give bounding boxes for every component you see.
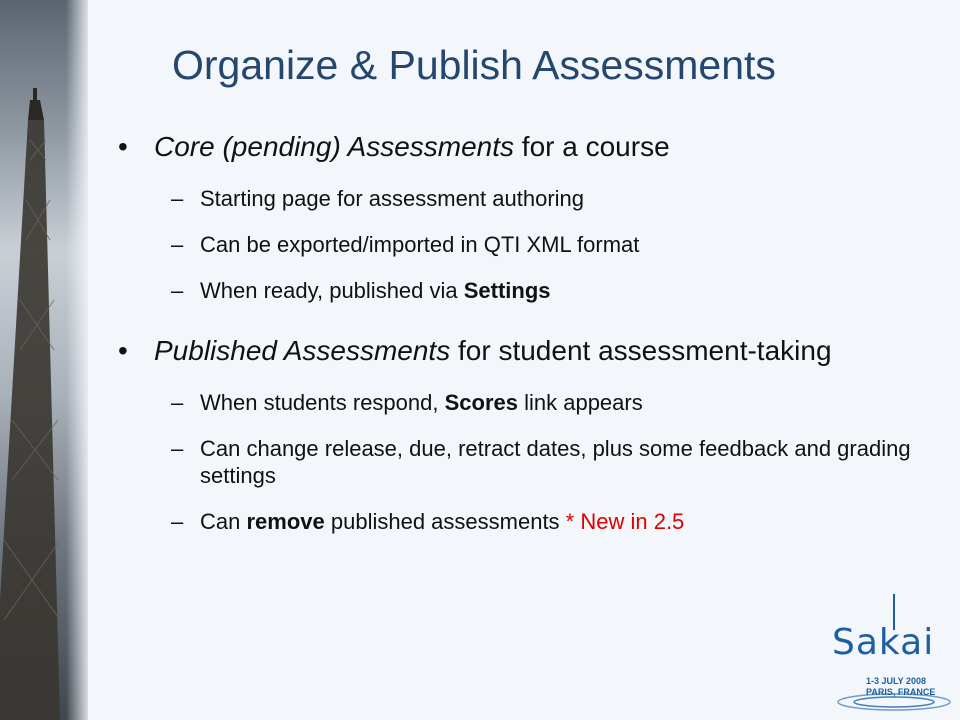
sakai-conference-logo: [832, 590, 952, 712]
subitem-bold: Scores: [444, 390, 518, 415]
conference-location: PARIS, FRANCE: [866, 687, 936, 697]
bullet-group-published: [118, 332, 918, 535]
conference-dates-line1: 1-3 JULY 2008: [866, 676, 927, 686]
slide-title: Organize & Publish Assessments: [172, 42, 776, 88]
sakai-wordmark: Sakai: [832, 622, 935, 663]
dash-marker: –: [171, 509, 184, 534]
subitem-starting-page: [118, 185, 918, 212]
slide-body: [118, 128, 918, 535]
bullet-marker: •: [118, 131, 128, 162]
subitem-text-post: published assessments: [324, 509, 566, 534]
conference-dates: [866, 676, 935, 698]
subitem-remove-published: [118, 508, 918, 535]
bullet-emphasis: Published Assessments: [154, 335, 451, 366]
subitem-change-dates: [118, 435, 918, 489]
dash-marker: –: [171, 186, 184, 211]
bullet-published-assessments: [118, 332, 918, 370]
bullet-emphasis: Core (pending) Assessments: [154, 131, 515, 162]
subitem-published-via-settings: [118, 277, 918, 304]
subitem-bold: remove: [246, 509, 325, 534]
subitem-export-import: [118, 231, 918, 258]
subitem-text-post: link appears: [517, 390, 643, 415]
dash-marker: –: [171, 436, 184, 461]
bullet-text: for student assessment-taking: [450, 335, 832, 366]
subitem-bold: Settings: [463, 278, 551, 303]
bullet-core-assessments: [118, 128, 918, 166]
subitem-text: Starting page for assessment authoring: [200, 186, 585, 211]
subitem-text: Can be exported/imported in QTI XML format: [200, 232, 640, 257]
eiffel-tower-image: [0, 0, 88, 720]
bullet-group-core: [118, 128, 918, 304]
eiffel-tower-photo: [0, 0, 88, 720]
bullet-marker: •: [118, 335, 128, 366]
dash-marker: –: [171, 390, 184, 415]
subitem-text: Can change release, due, retract dates, plus some feedback and grading settings: [200, 436, 911, 488]
subitem-scores-link: [118, 389, 918, 416]
subitem-text: Can: [200, 509, 247, 534]
new-in-badge: * New in 2.5: [565, 509, 685, 534]
dash-marker: –: [171, 232, 184, 257]
bullet-text: for a course: [514, 131, 670, 162]
subitem-text: When ready, published via: [200, 278, 464, 303]
dash-marker: –: [171, 278, 184, 303]
subitem-text: When students respond,: [200, 390, 445, 415]
